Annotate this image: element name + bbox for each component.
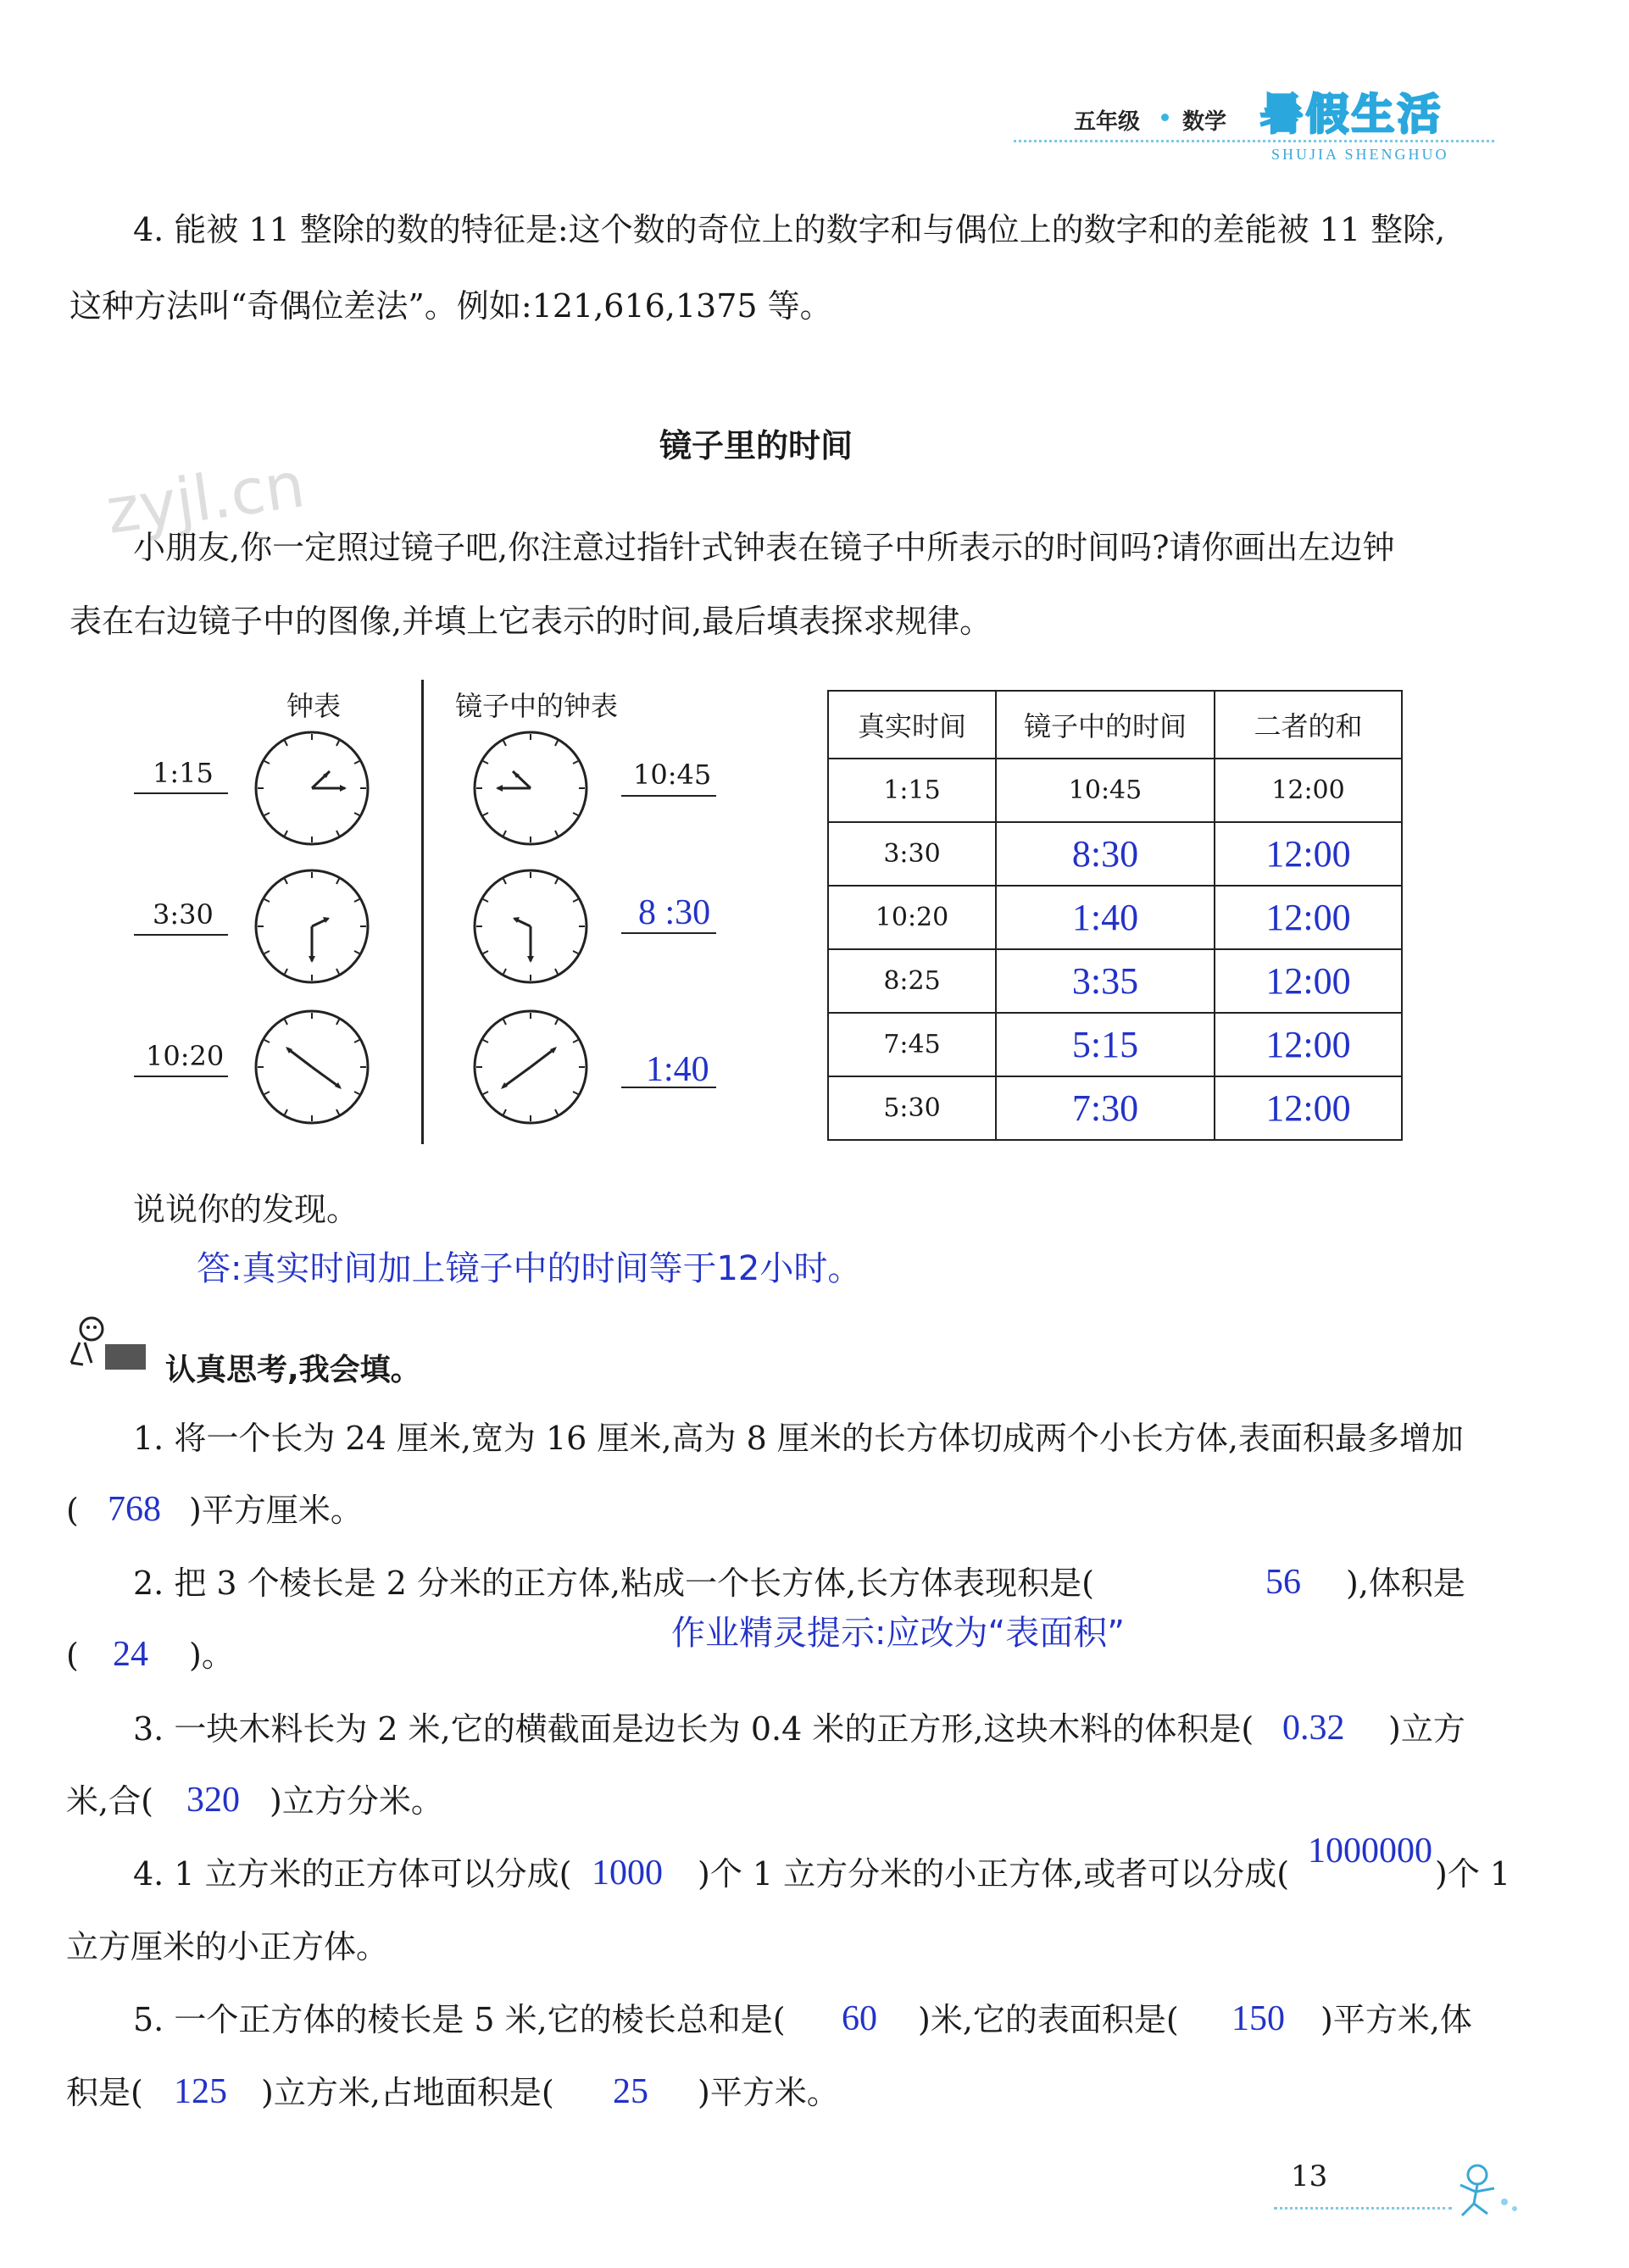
header-subject: 数学 xyxy=(1182,109,1227,135)
q2-answer-1: 56 xyxy=(1265,1563,1301,1602)
q3-answer-2: 320 xyxy=(186,1781,240,1820)
table-cell: 1:15 xyxy=(828,759,996,822)
q5-text-e: )立方米,占地面积是( xyxy=(261,2074,554,2111)
q1-answer: 768 xyxy=(108,1490,161,1529)
q3-text: 3. 一块木料长为 2 米,它的横截面是边长为 0.4 米的正方形,这块木料的体积是( xyxy=(133,1710,1254,1748)
clock-mirror-1 xyxy=(470,728,591,848)
pencil-kid-icon xyxy=(66,1312,149,1373)
q5-text-f: )平方米。 xyxy=(698,2074,839,2111)
q2-hint: 作业精灵提示:应改为“表面积” xyxy=(671,1614,1125,1653)
table-row xyxy=(828,1076,1402,1140)
discovery-prompt: 说说你的发现。 xyxy=(133,1191,359,1228)
table-cell: 12:00 xyxy=(1215,1076,1402,1140)
underline xyxy=(621,932,716,934)
q2-text-b: ),体积是 xyxy=(1346,1565,1465,1602)
mirror-time-answer-3: 1:40 xyxy=(646,1050,709,1089)
q3-text-b: )立方 xyxy=(1388,1710,1465,1748)
q4-answer-1: 1000 xyxy=(592,1854,663,1893)
mirror-time-label-1: 10:45 xyxy=(633,759,712,791)
clock-mirror-2 xyxy=(470,866,591,987)
footer-dotted-rule xyxy=(1274,2207,1452,2210)
table-header-row xyxy=(828,691,1402,759)
q1-tail: )平方厘米。 xyxy=(189,1492,363,1529)
q2-answer-2: 24 xyxy=(113,1635,148,1674)
clock-column-label: 钟表 xyxy=(286,690,342,722)
table-cell: 3:30 xyxy=(828,822,996,886)
table-cell: 10:20 xyxy=(828,886,996,949)
header-dotted-rule xyxy=(1014,140,1494,142)
table-row xyxy=(828,1013,1402,1076)
q5-answer-1: 60 xyxy=(842,1999,877,2038)
mirror-section-title: 镜子里的时间 xyxy=(659,427,853,464)
clock-real-1 xyxy=(252,728,372,848)
table-cell: 5:30 xyxy=(828,1076,996,1140)
page-number: 13 xyxy=(1291,2160,1328,2193)
q4-answer-2: 1000000 xyxy=(1308,1832,1432,1871)
clock-real-3 xyxy=(252,1007,372,1127)
brand-pinyin: SHUJIA SHENGHUO xyxy=(1271,146,1449,163)
clock-mirror-3 xyxy=(470,1007,591,1127)
q1-open-paren: ( xyxy=(66,1492,79,1529)
table-cell: 12:00 xyxy=(1215,1013,1402,1076)
underline xyxy=(621,1087,716,1088)
table-cell: 8:25 xyxy=(828,949,996,1013)
table-cell: 12:00 xyxy=(1215,822,1402,886)
table-cell: 10:45 xyxy=(996,759,1215,822)
table-cell: 12:00 xyxy=(1215,949,1402,1013)
table-cell: 8:30 xyxy=(996,822,1215,886)
mirror-divider xyxy=(421,680,424,1144)
q5-answer-4: 25 xyxy=(613,2072,648,2111)
table-header-cell: 真实时间 xyxy=(828,691,996,759)
watermark: zyjl.cn xyxy=(102,448,309,548)
mirror-time-answer-2: 8 :30 xyxy=(638,893,711,932)
table-cell: 7:45 xyxy=(828,1013,996,1076)
table-header-cell: 镜子中的时间 xyxy=(996,691,1215,759)
footer-kid-icon xyxy=(1443,2160,1525,2221)
q2-open-paren: ( xyxy=(66,1637,79,1674)
table-cell: 7:30 xyxy=(996,1076,1215,1140)
q1-text: 1. 将一个长为 24 厘米,宽为 16 厘米,高为 8 厘米的长方体切成两个小长方体,表面积最多增加 xyxy=(133,1420,1464,1457)
q5-text-c: )平方米,体 xyxy=(1320,2001,1472,2038)
table-cell: 1:40 xyxy=(996,886,1215,949)
intro-line-2: 这种方法叫“奇偶位差法”。例如:121,616,1375 等。 xyxy=(69,287,832,325)
mirror-para-1: 小朋友,你一定照过镜子吧,你注意过指针式钟表在镜子中所表示的时间吗?请你画出左边钟 xyxy=(133,529,1395,566)
intro-line-1: 4. 能被 11 整除的数的特征是:这个数的奇位上的数字和与偶位上的数字和的差能被 11 整除, xyxy=(133,211,1446,248)
clock-real-2 xyxy=(252,866,372,987)
discovery-answer: 答:真实时间加上镜子中的时间等于12小时。 xyxy=(197,1249,862,1288)
q3-text-c: 米,合( xyxy=(66,1782,153,1820)
q2-text: 2. 把 3 个棱长是 2 分米的正方体,粘成一个长方体,长方体表现积是( xyxy=(133,1565,1094,1602)
header-grade: 五年级 xyxy=(1074,109,1141,135)
mirror-column-label: 镜子中的钟表 xyxy=(455,690,619,722)
header-dot xyxy=(1161,114,1169,121)
table-row xyxy=(828,822,1402,886)
q4-text-b: )个 1 立方分米的小正方体,或者可以分成( xyxy=(698,1855,1290,1893)
q5-text-d: 积是( xyxy=(66,2074,143,2111)
table-cell: 5:15 xyxy=(996,1013,1215,1076)
table-row xyxy=(828,949,1402,1013)
underline xyxy=(134,1076,228,1077)
q4-text-c: )个 1 xyxy=(1435,1855,1511,1893)
q5-answer-2: 150 xyxy=(1231,1999,1285,2038)
q4-text-d: 立方厘米的小正方体。 xyxy=(66,1928,389,1965)
table-cell: 12:00 xyxy=(1215,886,1402,949)
underline xyxy=(621,795,716,797)
q3-text-d: )立方分米。 xyxy=(270,1782,443,1820)
real-time-label-1: 1:15 xyxy=(153,757,214,789)
q5-text-b: )米,它的表面积是( xyxy=(918,2001,1179,2038)
real-time-label-2: 3:30 xyxy=(153,898,214,931)
underline xyxy=(134,792,228,794)
table-cell: 3:35 xyxy=(996,949,1215,1013)
q4-text: 4. 1 立方米的正方体可以分成( xyxy=(133,1855,572,1893)
q2-tail: )。 xyxy=(189,1637,234,1674)
q5-text: 5. 一个正方体的棱长是 5 米,它的棱长总和是( xyxy=(133,2001,786,2038)
fill-section-title: 认真思考,我会填。 xyxy=(165,1353,421,1387)
q5-answer-3: 125 xyxy=(174,2072,227,2111)
real-time-label-3: 10:20 xyxy=(146,1040,225,1072)
table-row xyxy=(828,759,1402,822)
brand-logo: 暑假生活 xyxy=(1260,90,1443,139)
table-header-cell: 二者的和 xyxy=(1215,691,1402,759)
table-row xyxy=(828,886,1402,949)
table-cell: 12:00 xyxy=(1215,759,1402,822)
mirror-time-table xyxy=(827,690,1403,1141)
underline xyxy=(134,934,228,936)
q3-answer-1: 0.32 xyxy=(1282,1709,1345,1748)
mirror-para-2: 表在右边镜子中的图像,并填上它表示的时间,最后填表探求规律。 xyxy=(69,603,992,640)
